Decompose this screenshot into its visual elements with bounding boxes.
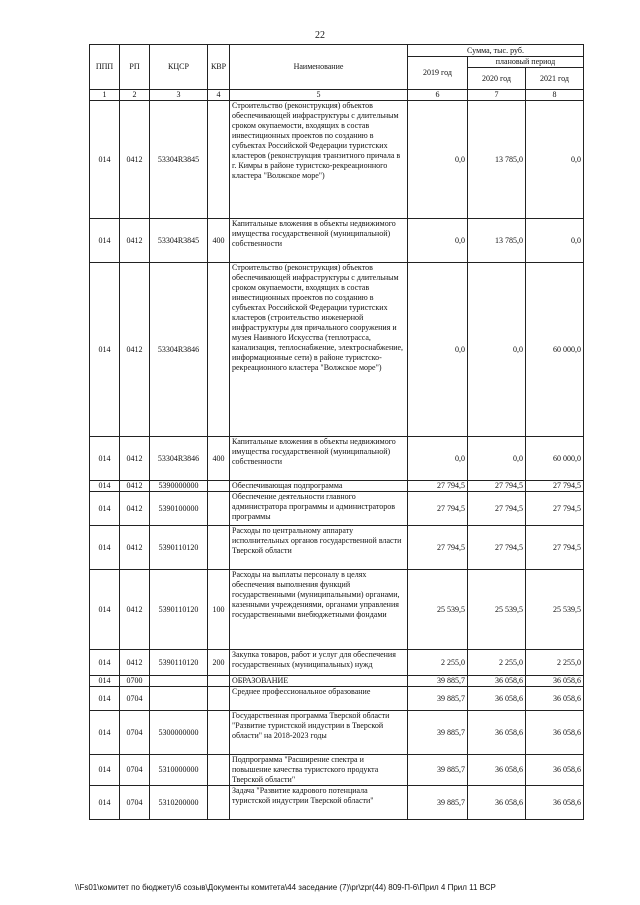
header-ppp: ППП: [90, 45, 120, 90]
cell-ppp: 014: [90, 526, 120, 570]
header-sum: Сумма, тыс. руб.: [408, 45, 584, 57]
cell-2019: 0,0: [408, 219, 468, 263]
table-row: [90, 263, 584, 437]
cell-rp: 0412: [120, 481, 150, 492]
cell-name: ОБРАЗОВАНИЕ: [230, 676, 408, 687]
cell-2021: 36 058,6: [526, 676, 584, 687]
header-kvr: КВР: [208, 45, 230, 90]
cell-2020: 36 058,6: [468, 711, 526, 755]
column-number: 2: [120, 90, 150, 101]
cell-name: Капитальные вложения в объекты недвижимого имущества государственной (муниципальной) собственности: [230, 219, 408, 263]
cell-ppp: 014: [90, 101, 120, 219]
header-plan-period: плановый период: [468, 57, 584, 68]
cell-kcsr: 53304R3846: [150, 263, 208, 437]
cell-name: Расходы по центральному аппарату исполнительных органов государственной власти Тверской области: [230, 526, 408, 570]
cell-2019: 0,0: [408, 101, 468, 219]
cell-2019: 39 885,7: [408, 786, 468, 820]
cell-name: Расходы на выплаты персоналу в целях обеспечения выполнения функций государственными (муниципальными) органами, казенными учреждениями, органами управления государственными внебюджетными фондами: [230, 570, 408, 650]
cell-rp: 0412: [120, 101, 150, 219]
cell-2019: 25 539,5: [408, 570, 468, 650]
cell-2020: 27 794,5: [468, 492, 526, 526]
cell-kvr: 100: [208, 570, 230, 650]
column-number: 8: [526, 90, 584, 101]
cell-2019: 27 794,5: [408, 526, 468, 570]
cell-2020: 27 794,5: [468, 526, 526, 570]
cell-kvr: [208, 526, 230, 570]
cell-name: Строительство (реконструкция) объектов обеспечивающей инфраструктуры с длительным сроком окупаемости, входящих в состав инвестиционных проектов по созданию в субъектах Российской Федерации туристских кластеров (реконструкция транзитного причала в г. Кимры в районе туристско-рекреационного кластера "Волжское море"): [230, 101, 408, 219]
cell-2019: 39 885,7: [408, 676, 468, 687]
header-2019: 2019 год: [408, 57, 468, 90]
table-row: [90, 492, 584, 526]
cell-kvr: [208, 481, 230, 492]
cell-rp: 0412: [120, 219, 150, 263]
cell-2021: 60 000,0: [526, 263, 584, 437]
cell-2021: 60 000,0: [526, 437, 584, 481]
cell-name: Задача "Развитие кадрового потенциала туристской индустрии Тверской области": [230, 786, 408, 820]
cell-kvr: [208, 786, 230, 820]
cell-name: Государственная программа Тверской области "Развитие туристской индустрии в Тверской области" на 2018-2023 годы: [230, 711, 408, 755]
cell-ppp: 014: [90, 650, 120, 676]
cell-2021: 36 058,6: [526, 711, 584, 755]
cell-kvr: [208, 676, 230, 687]
cell-2021: 36 058,6: [526, 755, 584, 786]
header-2020: 2020 год: [468, 68, 526, 90]
column-number: 3: [150, 90, 208, 101]
cell-2020: 36 058,6: [468, 687, 526, 711]
table-body: [90, 101, 584, 820]
cell-2021: 0,0: [526, 219, 584, 263]
table-row: [90, 101, 584, 219]
cell-ppp: 014: [90, 492, 120, 526]
header-2021: 2021 год: [526, 68, 584, 90]
cell-rp: 0412: [120, 526, 150, 570]
cell-ppp: 014: [90, 570, 120, 650]
table-row: [90, 437, 584, 481]
cell-kvr: [208, 263, 230, 437]
cell-2020: 0,0: [468, 437, 526, 481]
cell-kcsr: 53304R3845: [150, 101, 208, 219]
cell-2019: 39 885,7: [408, 687, 468, 711]
cell-ppp: 014: [90, 687, 120, 711]
cell-2019: 27 794,5: [408, 481, 468, 492]
cell-name: Закупка товаров, работ и услуг для обеспечения государственных (муниципальных) нужд: [230, 650, 408, 676]
cell-2020: 13 785,0: [468, 219, 526, 263]
cell-kvr: [208, 687, 230, 711]
cell-rp: 0704: [120, 755, 150, 786]
column-number: 4: [208, 90, 230, 101]
cell-kcsr: 53304R3845: [150, 219, 208, 263]
cell-kvr: 400: [208, 219, 230, 263]
table-row: [90, 219, 584, 263]
cell-ppp: 014: [90, 263, 120, 437]
cell-kcsr: [150, 687, 208, 711]
cell-2020: 36 058,6: [468, 755, 526, 786]
cell-rp: 0700: [120, 676, 150, 687]
cell-ppp: 014: [90, 786, 120, 820]
cell-rp: 0704: [120, 711, 150, 755]
cell-2021: 25 539,5: [526, 570, 584, 650]
cell-rp: 0412: [120, 492, 150, 526]
cell-kcsr: 5300000000: [150, 711, 208, 755]
cell-2019: 0,0: [408, 263, 468, 437]
column-number: 5: [230, 90, 408, 101]
cell-name: Обеспечение деятельности главного администратора программы и администраторов программы: [230, 492, 408, 526]
table-row: [90, 755, 584, 786]
column-number: 7: [468, 90, 526, 101]
cell-kcsr: 5390110120: [150, 650, 208, 676]
header-name: Наименование: [230, 45, 408, 90]
cell-2021: 27 794,5: [526, 492, 584, 526]
file-path-footer: \\Fs01\комитет по бюджету\6 созыв\Документы комитета\44 заседание (7)\pr\zpr(44) 809-П-6\Прил 4 Прил 11 ВСР: [75, 883, 496, 892]
cell-kvr: [208, 755, 230, 786]
cell-2021: 36 058,6: [526, 687, 584, 711]
cell-2019: 0,0: [408, 437, 468, 481]
cell-name: Капитальные вложения в объекты недвижимого имущества государственной (муниципальной) собственности: [230, 437, 408, 481]
cell-2021: 27 794,5: [526, 481, 584, 492]
table-row: [90, 676, 584, 687]
cell-kcsr: 5310000000: [150, 755, 208, 786]
cell-2021: 27 794,5: [526, 526, 584, 570]
cell-kcsr: 53304R3846: [150, 437, 208, 481]
cell-ppp: 014: [90, 481, 120, 492]
cell-kvr: [208, 101, 230, 219]
cell-kvr: 200: [208, 650, 230, 676]
cell-name: Строительство (реконструкция) объектов обеспечивающей инфраструктуры с длительным сроком окупаемости, входящих в состав инвестиционных проектов по созданию в субъектах Российской Федерации туристских кластеров (строительство инженерной инфраструктуры для причального сооружения и музея Наивного Искусства (теплотрасса, канализация, теплоснабжение, электроснабжение, информационные сети) в районе туристско-рекреационного кластера "Волжское море"): [230, 263, 408, 437]
cell-2020: 2 255,0: [468, 650, 526, 676]
cell-rp: 0704: [120, 786, 150, 820]
cell-rp: 0412: [120, 437, 150, 481]
table-row: [90, 687, 584, 711]
cell-rp: 0412: [120, 570, 150, 650]
cell-kvr: [208, 492, 230, 526]
cell-kvr: [208, 711, 230, 755]
cell-kcsr: 5390110120: [150, 570, 208, 650]
cell-2020: 27 794,5: [468, 481, 526, 492]
cell-2019: 39 885,7: [408, 755, 468, 786]
cell-2020: 0,0: [468, 263, 526, 437]
cell-kcsr: 5390000000: [150, 481, 208, 492]
cell-ppp: 014: [90, 437, 120, 481]
cell-rp: 0704: [120, 687, 150, 711]
cell-kcsr: 5390100000: [150, 492, 208, 526]
cell-2020: 25 539,5: [468, 570, 526, 650]
cell-kcsr: 5310200000: [150, 786, 208, 820]
cell-name: Обеспечивающая подпрограмма: [230, 481, 408, 492]
page-number: 22: [315, 30, 325, 41]
table-row: [90, 570, 584, 650]
cell-kcsr: 5390110120: [150, 526, 208, 570]
cell-2020: 13 785,0: [468, 101, 526, 219]
cell-ppp: 014: [90, 711, 120, 755]
cell-name: Подпрограмма "Расширение спектра и повышение качества туристского продукта Тверской области": [230, 755, 408, 786]
table-row: [90, 786, 584, 820]
header-kcsr: КЦСР: [150, 45, 208, 90]
cell-kcsr: [150, 676, 208, 687]
cell-2019: 2 255,0: [408, 650, 468, 676]
cell-2020: 36 058,6: [468, 786, 526, 820]
cell-rp: 0412: [120, 263, 150, 437]
table-row: [90, 481, 584, 492]
budget-table: [89, 44, 584, 820]
cell-ppp: 014: [90, 219, 120, 263]
column-number: 1: [90, 90, 120, 101]
cell-ppp: 014: [90, 676, 120, 687]
cell-kvr: 400: [208, 437, 230, 481]
cell-2021: 36 058,6: [526, 786, 584, 820]
cell-2019: 39 885,7: [408, 711, 468, 755]
cell-2019: 27 794,5: [408, 492, 468, 526]
header-rp: РП: [120, 45, 150, 90]
cell-2021: 0,0: [526, 101, 584, 219]
cell-rp: 0412: [120, 650, 150, 676]
column-numbers-row: [90, 90, 584, 101]
cell-ppp: 014: [90, 755, 120, 786]
column-number: 6: [408, 90, 468, 101]
table-row: [90, 711, 584, 755]
cell-2021: 2 255,0: [526, 650, 584, 676]
cell-2020: 36 058,6: [468, 676, 526, 687]
cell-name: Среднее профессиональное образование: [230, 687, 408, 711]
table-row: [90, 650, 584, 676]
table-row: [90, 526, 584, 570]
